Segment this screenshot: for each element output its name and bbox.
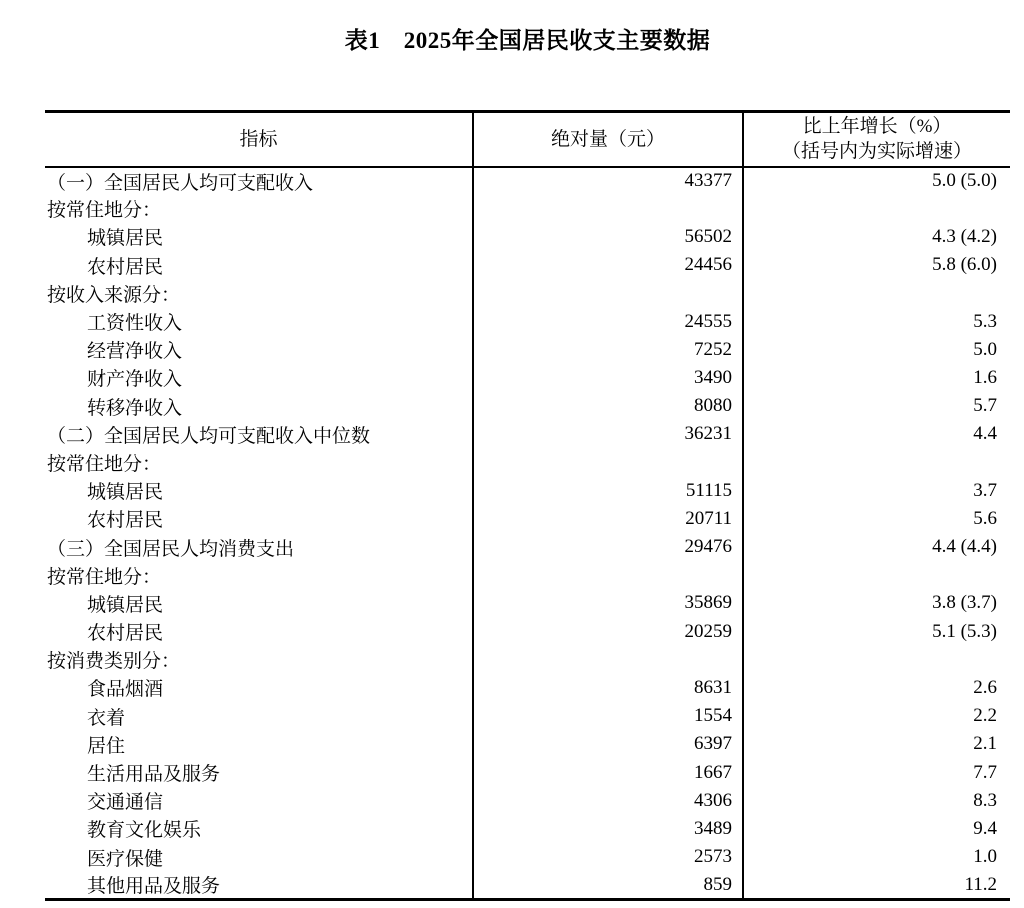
indicator-cell: （一）全国居民人均可支配收入 [47, 172, 314, 194]
table-title-area [45, 0, 1010, 110]
indicator-cell: 医疗保健 [87, 848, 164, 870]
table-title: 表1 2025年全国居民收支主要数据 [344, 28, 711, 53]
indicator-cell: 按常住地分： [47, 200, 162, 222]
absolute-value-cell: 36231 [473, 420, 743, 448]
absolute-value-cell: 7252 [473, 336, 743, 364]
indicator-cell: 工资性收入 [87, 313, 183, 335]
growth-value-cell: 4.4 [743, 420, 1010, 448]
indicator-cell: 食品烟酒 [87, 679, 164, 701]
header-row [45, 112, 1010, 167]
indicator-cell: 按常住地分： [47, 453, 162, 475]
table-row [45, 279, 1010, 307]
growth-value-cell [743, 646, 1010, 674]
absolute-value-cell: 8631 [473, 674, 743, 702]
table-header [45, 112, 1010, 167]
table-row [45, 251, 1010, 279]
table-row [45, 364, 1010, 392]
indicator-cell: 城镇居民 [87, 482, 164, 504]
indicator-cell: 农村居民 [87, 510, 164, 532]
indicator-cell: （二）全国居民人均可支配收入中位数 [47, 425, 371, 447]
col-header-growth-line2: （括号内为实际增速） [781, 141, 972, 163]
indicator-cell: 生活用品及服务 [87, 764, 221, 786]
income-expenditure-table [45, 110, 1010, 901]
indicator-cell: 其他用品及服务 [87, 876, 221, 898]
table-row [45, 871, 1010, 900]
table-row [45, 477, 1010, 505]
absolute-value-cell [473, 195, 743, 223]
absolute-value-cell: 29476 [473, 533, 743, 561]
growth-value-cell: 1.0 [743, 843, 1010, 871]
absolute-value-cell: 1667 [473, 758, 743, 786]
col-header-growth [743, 112, 1010, 167]
absolute-value-cell [473, 279, 743, 307]
absolute-value-cell: 43377 [473, 167, 743, 195]
table-row [45, 702, 1010, 730]
absolute-value-cell: 56502 [473, 223, 743, 251]
table-row [45, 758, 1010, 786]
absolute-value-cell: 20711 [473, 505, 743, 533]
growth-value-cell: 2.1 [743, 730, 1010, 758]
growth-value-cell: 8.3 [743, 787, 1010, 815]
indicator-cell: 农村居民 [87, 256, 164, 278]
growth-value-cell: 4.3 (4.2) [743, 223, 1010, 251]
growth-value-cell: 3.8 (3.7) [743, 589, 1010, 617]
indicator-cell: 按常住地分： [47, 566, 162, 588]
growth-value-cell: 9.4 [743, 815, 1010, 843]
absolute-value-cell: 2573 [473, 843, 743, 871]
growth-value-cell: 5.8 (6.0) [743, 251, 1010, 279]
col-header-indicator-label: 指标 [239, 128, 278, 150]
table-row [45, 223, 1010, 251]
table-row [45, 392, 1010, 420]
table-row [45, 195, 1010, 223]
table-row [45, 618, 1010, 646]
growth-value-cell [743, 561, 1010, 589]
table-row [45, 167, 1010, 195]
indicator-cell: 经营净收入 [87, 341, 183, 363]
table-body [45, 167, 1010, 900]
absolute-value-cell: 35869 [473, 589, 743, 617]
absolute-value-cell: 8080 [473, 392, 743, 420]
growth-value-cell [743, 279, 1010, 307]
growth-value-cell: 3.7 [743, 477, 1010, 505]
table-row [45, 646, 1010, 674]
col-header-absolute [473, 112, 743, 167]
growth-value-cell [743, 448, 1010, 476]
indicator-cell: 按收入来源分： [47, 284, 181, 306]
col-header-absolute-label: 绝对量（元） [550, 128, 665, 150]
indicator-cell: 城镇居民 [87, 228, 164, 250]
growth-value-cell: 2.6 [743, 674, 1010, 702]
absolute-value-cell: 24456 [473, 251, 743, 279]
indicator-cell: 按消费类别分： [47, 651, 181, 673]
indicator-cell: 转移净收入 [87, 397, 183, 419]
growth-value-cell: 5.1 (5.3) [743, 618, 1010, 646]
absolute-value-cell: 24555 [473, 307, 743, 335]
absolute-value-cell [473, 646, 743, 674]
absolute-value-cell [473, 561, 743, 589]
table-row [45, 533, 1010, 561]
table-row [45, 843, 1010, 871]
growth-value-cell: 5.7 [743, 392, 1010, 420]
indicator-cell: 财产净收入 [87, 369, 183, 391]
absolute-value-cell: 3490 [473, 364, 743, 392]
growth-value-cell: 1.6 [743, 364, 1010, 392]
indicator-cell: 居住 [87, 735, 126, 757]
table-row [45, 674, 1010, 702]
table-row [45, 561, 1010, 589]
absolute-value-cell: 4306 [473, 787, 743, 815]
growth-value-cell [743, 195, 1010, 223]
growth-value-cell: 4.4 (4.4) [743, 533, 1010, 561]
absolute-value-cell [473, 448, 743, 476]
indicator-cell: 教育文化娱乐 [87, 820, 202, 842]
growth-value-cell: 2.2 [743, 702, 1010, 730]
indicator-cell: （三）全国居民人均消费支出 [47, 538, 295, 560]
table-row [45, 815, 1010, 843]
col-header-indicator [45, 112, 473, 167]
table-row [45, 420, 1010, 448]
table-row [45, 787, 1010, 815]
growth-value-cell: 5.6 [743, 505, 1010, 533]
growth-value-cell: 5.3 [743, 307, 1010, 335]
growth-value-cell: 7.7 [743, 758, 1010, 786]
absolute-value-cell: 3489 [473, 815, 743, 843]
table-row [45, 336, 1010, 364]
table-row [45, 307, 1010, 335]
growth-value-cell: 5.0 [743, 336, 1010, 364]
absolute-value-cell: 20259 [473, 618, 743, 646]
absolute-value-cell: 859 [473, 871, 743, 900]
table-row [45, 730, 1010, 758]
indicator-cell: 城镇居民 [87, 594, 164, 616]
growth-value-cell: 5.0 (5.0) [743, 167, 1010, 195]
table-row [45, 448, 1010, 476]
indicator-cell: 农村居民 [87, 623, 164, 645]
indicator-cell: 交通通信 [87, 792, 164, 814]
table-row [45, 505, 1010, 533]
absolute-value-cell: 6397 [473, 730, 743, 758]
absolute-value-cell: 1554 [473, 702, 743, 730]
absolute-value-cell: 51115 [473, 477, 743, 505]
growth-value-cell: 11.2 [743, 871, 1010, 900]
indicator-cell: 衣着 [87, 707, 126, 729]
table-row [45, 589, 1010, 617]
col-header-growth-line1: 比上年增长（%） [802, 116, 952, 138]
